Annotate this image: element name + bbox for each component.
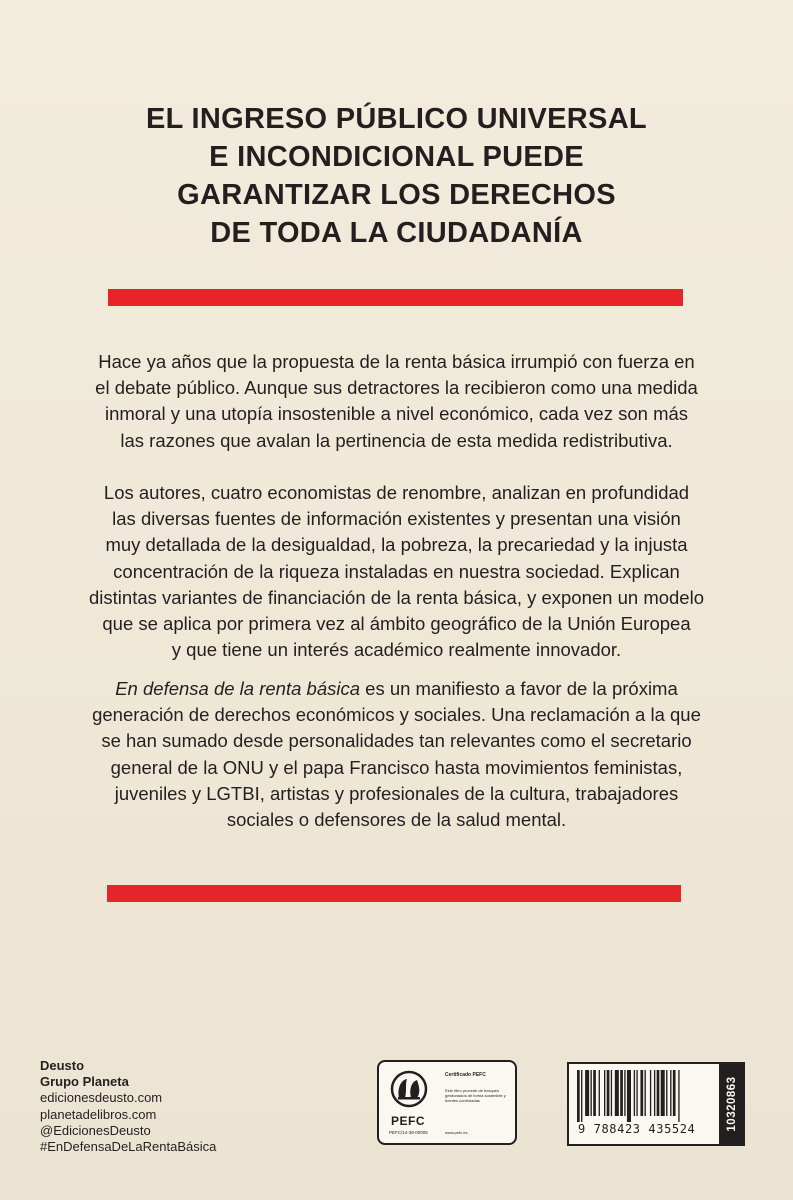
paragraph-line: inmoral y una utopía insostenible a nivel económico, cada vez son más (104, 403, 689, 425)
paragraph-line: muy detallada de la desigualdad, la pobreza, la precariedad y la injusta (105, 534, 688, 556)
paragraph-line: que se aplica por primera vez al ámbito geográfico de la Unión Europea (102, 613, 691, 635)
publisher-info (40, 1058, 216, 1155)
red-divider-bottom (107, 885, 681, 902)
isbn-barcode (567, 1062, 745, 1146)
headline-line: DE TODA LA CIUDADANÍA (210, 217, 583, 249)
publisher-hashtag: #EnDefensaDeLaRentaBásica (40, 1139, 217, 1155)
internal-code: 10320863 (726, 1076, 738, 1132)
red-divider-top (108, 289, 683, 306)
paragraph-line: se han sumado desde personalidades tan relevantes como el secretario (101, 730, 692, 752)
publisher-link: edicionesdeusto.com (40, 1090, 163, 1106)
pefc-logo (387, 1070, 437, 1138)
paragraph-line: Hace ya años que la propuesta de la renta básica irrumpió con fuerza en (98, 351, 695, 372)
publisher-social: @EdicionesDeusto (40, 1122, 151, 1138)
paragraph-line: el debate público. Aunque sus detractores la recibieron como una medida (95, 377, 698, 399)
barcode-bars (577, 1070, 713, 1122)
pefc-web: www.pefc.es (445, 1130, 468, 1135)
paragraph-line: general de la ONU y el papa Francisco hasta movimientos feministas, (110, 756, 683, 778)
headline-line: GARANTIZAR LOS DERECHOS (177, 179, 616, 211)
pefc-tree-icon (387, 1070, 431, 1108)
headline (90, 100, 703, 252)
paragraph-intro (70, 349, 723, 454)
paragraph-line-rest: es un manifiesto a favor de la próxima (360, 678, 678, 699)
paragraph-line: Los autores, cuatro economistas de renombre, analizan en profundidad (103, 482, 690, 503)
barcode-number: 9 788423 435524 (578, 1122, 696, 1136)
pefc-description: Este libro procede de bosques gestionados de forma sostenible y fuentes controladas (445, 1088, 506, 1103)
paragraph-line: generación de derechos económicos y sociales. Una reclamación a la que (92, 704, 701, 726)
pefc-code: PEFC/14-38-00005 (389, 1130, 428, 1135)
paragraph-line: y que tiene un interés académico realmente innovador. (171, 639, 622, 661)
headline-line: EL INGRESO PÚBLICO UNIVERSAL (146, 103, 647, 135)
publisher-name: Deusto (40, 1058, 85, 1073)
publisher-group: Grupo Planeta (40, 1074, 129, 1090)
paragraph-line (70, 676, 723, 702)
headline-line: E INCONDICIONAL PUEDE (209, 141, 584, 173)
pefc-info (445, 1072, 513, 1135)
publisher-link: planetadelibros.com (40, 1106, 157, 1122)
internal-code-strip (719, 1064, 745, 1144)
pefc-label: PEFC (391, 1114, 426, 1128)
book-title: En defensa de la renta básica (115, 678, 361, 699)
paragraph-line: concentración de la riqueza instaladas en nuestra sociedad. Explican (113, 560, 680, 582)
paragraph-manifesto (70, 676, 723, 833)
paragraph-line: distintas variantes de financiación de la renta básica, y exponen un modelo (89, 586, 704, 608)
paragraph-line: las razones que avalan la pertinencia de esta medida redistributiva. (120, 429, 673, 451)
pefc-title: Certificado PEFC (445, 1072, 486, 1078)
paragraph-line: sociales o defensores de la salud mental. (226, 809, 567, 831)
pefc-certification (377, 1060, 517, 1145)
paragraph-line: juveniles y LGTBI, artistas y profesionales de la cultura, trabajadores (114, 782, 679, 804)
paragraph-authors (70, 480, 723, 663)
paragraph-line: las diversas fuentes de información existentes y presentan una visión (112, 508, 681, 530)
